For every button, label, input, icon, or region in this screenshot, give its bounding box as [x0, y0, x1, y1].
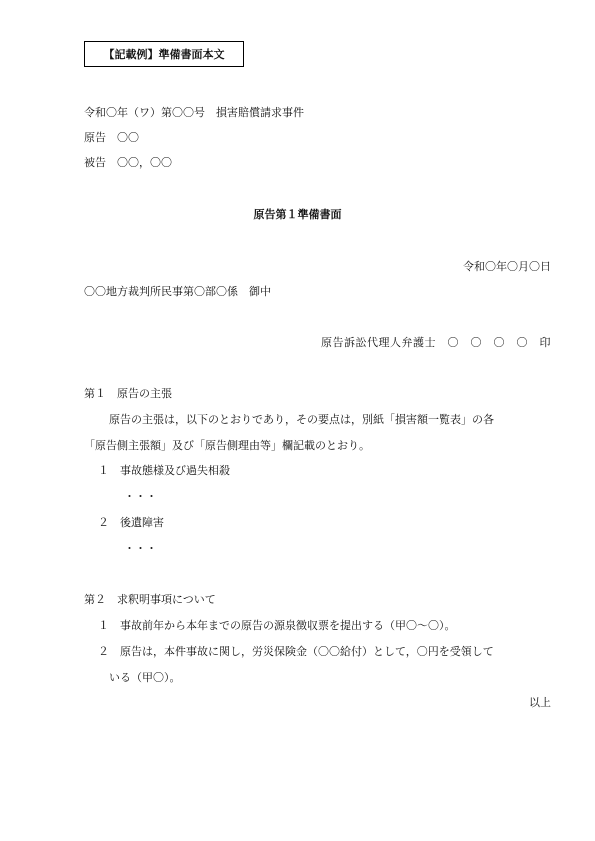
document-date: 令和〇年〇月〇日	[463, 260, 551, 273]
section1-item2-ellipsis: ・・・	[124, 542, 157, 555]
section2-item1: １ 事故前年から本年までの原告の源泉徴収票を提出する（甲〇～〇）。	[98, 619, 456, 632]
document-title: 原告第１準備書面	[253, 208, 342, 221]
section1-paragraph-line2: 「原告側主張額」及び「原告側理由等」欄記載のとおり。	[84, 439, 370, 452]
section2-item2-line1: ２ 原告は，本件事故に関し，労災保険金（〇〇給付）として，〇円を受領して	[98, 645, 494, 658]
attorney-signature: 原告訴訟代理人弁護士 〇 〇 〇 〇 印	[321, 336, 551, 349]
section1-heading: 第１ 原告の主張	[84, 387, 172, 400]
section1-item1-ellipsis: ・・・	[124, 490, 157, 503]
closing-mark: 以上	[529, 696, 551, 709]
defendant-line: 被告 〇〇，〇〇	[84, 156, 172, 169]
court-addressee: 〇〇地方裁判所民事第〇部〇係 御中	[84, 285, 271, 298]
case-number-line: 令和〇年（ワ）第〇〇号 損害賠償請求事件	[84, 106, 304, 119]
section1-item2: ２ 後遺障害	[98, 516, 164, 529]
plaintiff-line: 原告 〇〇	[84, 131, 139, 144]
section2-heading: 第２ 求釈明事項について	[84, 593, 216, 606]
section1-paragraph-line1: 原告の主張は，以下のとおりであり，その要点は，別紙「損害額一覧表」の各	[109, 413, 494, 426]
section2-item2-line2: いる（甲〇）。	[109, 671, 181, 684]
header-box: 【記載例】準備書面本文	[84, 41, 244, 67]
section1-item1: １ 事故態様及び過失相殺	[98, 464, 230, 477]
